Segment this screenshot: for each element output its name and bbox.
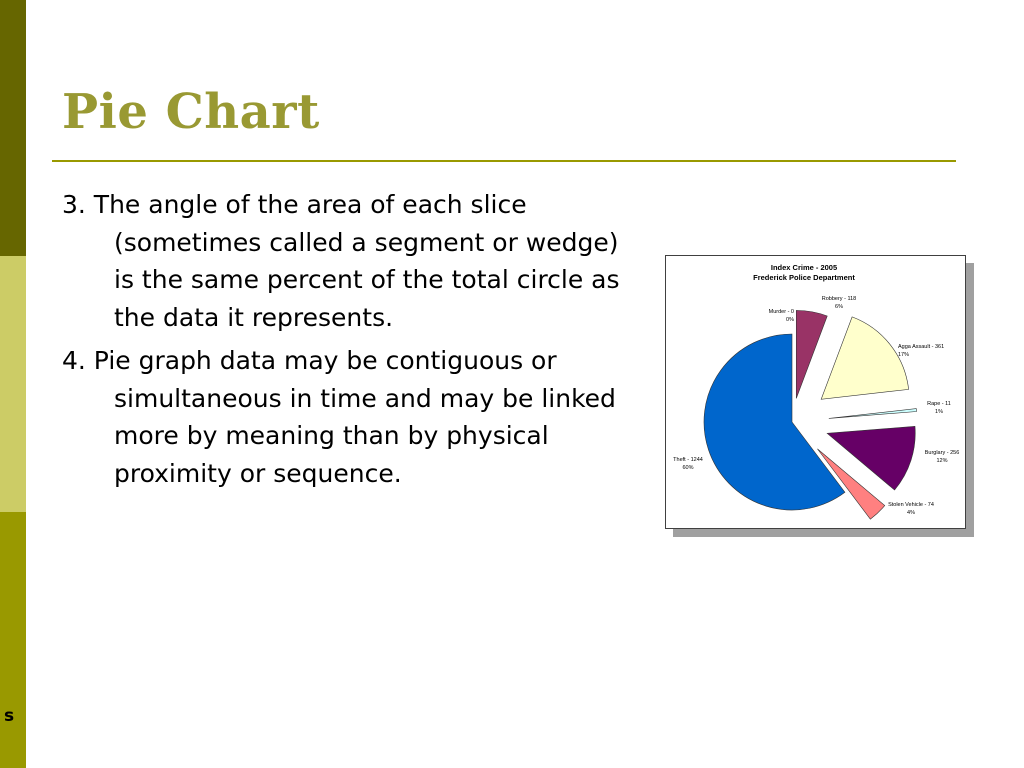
slice-label: Theft - 1244	[673, 457, 703, 463]
title-divider	[52, 160, 956, 162]
chart-title: Index Crime - 2005	[770, 263, 838, 272]
slice-percent-label: 60%	[682, 465, 694, 471]
slice-percent-label: 17%	[898, 352, 910, 358]
bullet-list	[62, 186, 622, 498]
slice-label: Rape - 11	[927, 401, 951, 407]
pie-slice	[829, 409, 917, 419]
pie-slice	[796, 310, 827, 398]
pie-slice	[827, 426, 915, 490]
sidebar-accent-top	[0, 0, 26, 256]
slice-label: Robbery - 118	[821, 296, 857, 302]
slice-percent-label: 12%	[936, 458, 948, 464]
slice-percent-label: 1%	[935, 409, 943, 415]
sidebar-letter: s	[4, 706, 15, 726]
slice-percent-label: 6%	[835, 304, 843, 310]
slice-percent-label: 0%	[786, 317, 794, 323]
slice-label: Burglary - 256	[924, 450, 960, 456]
slice-label: Murder - 0	[768, 309, 794, 315]
chart-subtitle: Frederick Police Department	[753, 273, 855, 282]
pie-chart	[666, 256, 965, 528]
slice-label: Agga Assault - 361	[898, 344, 945, 350]
slice-label: Stolen Vehicle - 74	[888, 502, 934, 508]
bullet-item-4: 4. Pie graph data may be contiguous or simultaneous in time and may be linked more by meaning than by physical proximity or sequence.	[62, 346, 616, 488]
pie-chart-figure	[665, 255, 966, 529]
pie-slice	[821, 317, 908, 399]
pie-slice	[704, 334, 845, 510]
sidebar-accent-bottom	[0, 512, 26, 768]
slice-percent-label: 4%	[907, 510, 915, 516]
slide-title: Pie Chart	[62, 84, 320, 140]
bullet-item-3: 3. The angle of the area of each slice (sometimes called a segment or wedge) is the same percent of the total circle as the data it represents.	[62, 190, 620, 332]
sidebar-accent-middle	[0, 256, 26, 512]
